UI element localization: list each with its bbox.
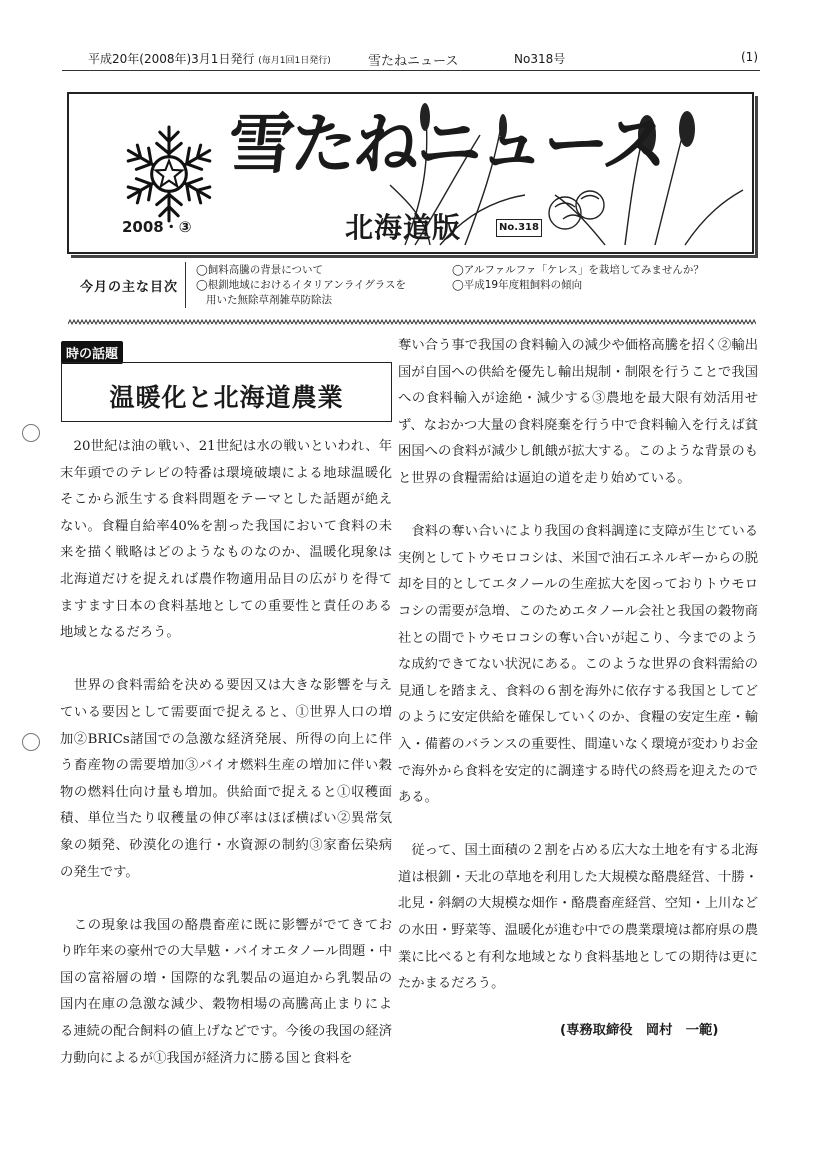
decorative-divider xyxy=(68,318,756,326)
paragraph: 20世紀は油の戦い、21世紀は水の戦いといわれ、年末年頭でのテレビの特番は環境破壊による地球温暖化そこから派生する食料問題をテーマとした話題が絶えない。食糧自給率40%を割った我国において食料の未来を描く戦略はどのようなものなのか、温暖化現象は北海道だけを捉えれば農作物適用品目の広がりを得てますます日本の食料基地としての重要性と責任のある地域となるだろう。 xyxy=(60,439,392,641)
masthead-year: 2008・③ xyxy=(122,218,192,236)
masthead-title: 雪たねニュース xyxy=(224,106,670,183)
topic-badge: 時の話題 xyxy=(61,341,123,364)
paragraph: この現象は我国の酪農畜産に既に影響がでてきており昨年来の豪州での大旱魃・バイオエタノール問題・中国の富裕層の増・国際的な乳製品の逼迫から乳製品の国内在庫の急激な減少、穀物相場の高騰高止まりによる連続の配合飼料の値上げなどです。今後の我国の経済力動向によるが①我国が経済力に勝る国と食料を xyxy=(60,917,392,1066)
running-title: 雪たねニュース xyxy=(368,54,459,69)
contents-divider xyxy=(185,262,186,308)
page-number: (1) xyxy=(741,50,758,64)
contents-label: 今月の主な目次 xyxy=(80,280,179,295)
punch-hole xyxy=(22,733,40,751)
contents-item[interactable]: ◯飼料高騰の背景について xyxy=(196,264,324,276)
masthead-issue-number: No.318 xyxy=(496,219,542,237)
punch-hole xyxy=(22,424,40,442)
issue-date: 平成20年(2008年)3月1日発行 (毎月1回1日発行) xyxy=(88,52,331,66)
paragraph: 食料の奪い合いにより我国の食料調達に支障が生じている実例としてトウモロコシは、米国で油石エネルギーからの脱却を目的としてエタノールの生産拡大を図っておりトウモロコシの需要が急増、このためエタノール会社と我国の穀物商社との間でトウモロコシの奪い合いが起こり、今までのような成約できてない状況にある。このような世界の食料需給の見通しを踏まえ、食料の６割を海外に依存する我国としてどのように安定供給を確保していくのか、食糧の安定生産・輸入・備蓄のバランスの重要性、間違いなく環境が変わりお金で海外から食料を安定的に調達する時代の終焉を迎えたのである。 xyxy=(398,524,758,806)
publication-frequency: (毎月1回1日発行) xyxy=(258,56,331,66)
article-headline: 温暖化と北海道農業 xyxy=(109,383,344,412)
paragraph: 従って、国土面積の２割を占める広大な土地を有する北海道は根釧・天北の草地を利用した大規模な酪農経営、十勝・北見・斜網の大規模な畑作・酪農畜産経営、空知・上川などの水田・野菜等、温暖化が進む中での農業環境は都府県の農業に比べると有利な地域となり食料基地としての期待は更にたかまるだろう。 xyxy=(398,843,758,992)
header-rule xyxy=(62,70,760,71)
paragraph: 奪い合う事で我国の食料輸入の減少や価格高騰を招く②輸出国が自国への供給を優先し輸出規制・制限を行うことで我国への食料輸入が途絶・減少する③農地を最大限有効活用せず、なおかつ大量の食料廃棄を行う中で食料輸入を行えば貧困国への食料が減少し飢餓が拡大する。このような背景のもと世界の食糧需給は逼迫の道を走り始めている。 xyxy=(398,338,758,486)
masthead-edition: 北海道版 xyxy=(345,211,462,244)
issue-number: No318号 xyxy=(514,52,566,66)
contents-item[interactable]: ◯根釧地域におけるイタリアンライグラスを xyxy=(196,279,406,291)
contents-item[interactable]: ◯アルファルファ「ケレス」を栽培してみませんか？ xyxy=(452,264,704,276)
paragraph: 世界の食料需給を決める要因又は大きな影響を与えている要因として需要面で捉えると、①世界人口の増加②BRICs諸国での急激な経済発展、所得の向上に伴う畜産物の需要増加③バイオ燃料生産の増加に伴い穀物の燃料仕向け量も増加。供給面で捉えると①収穫面積、単位当たり収穫量の伸び率はほぼ横ばい②異常気象の頻発、砂漠化の進行・水資源の制約③家畜伝染病の発生です。 xyxy=(60,678,392,880)
article-column-left xyxy=(60,434,392,1072)
article-column-right xyxy=(398,333,758,998)
contents-item[interactable]: 用いた無除草剤雑草防除法 xyxy=(206,294,332,306)
contents-item[interactable]: ◯平成19年度粗飼料の傾向 xyxy=(452,279,583,291)
snowflake-logo-icon xyxy=(118,123,220,225)
author-signature: (専務取締役 岡村 一範) xyxy=(560,1023,719,1038)
